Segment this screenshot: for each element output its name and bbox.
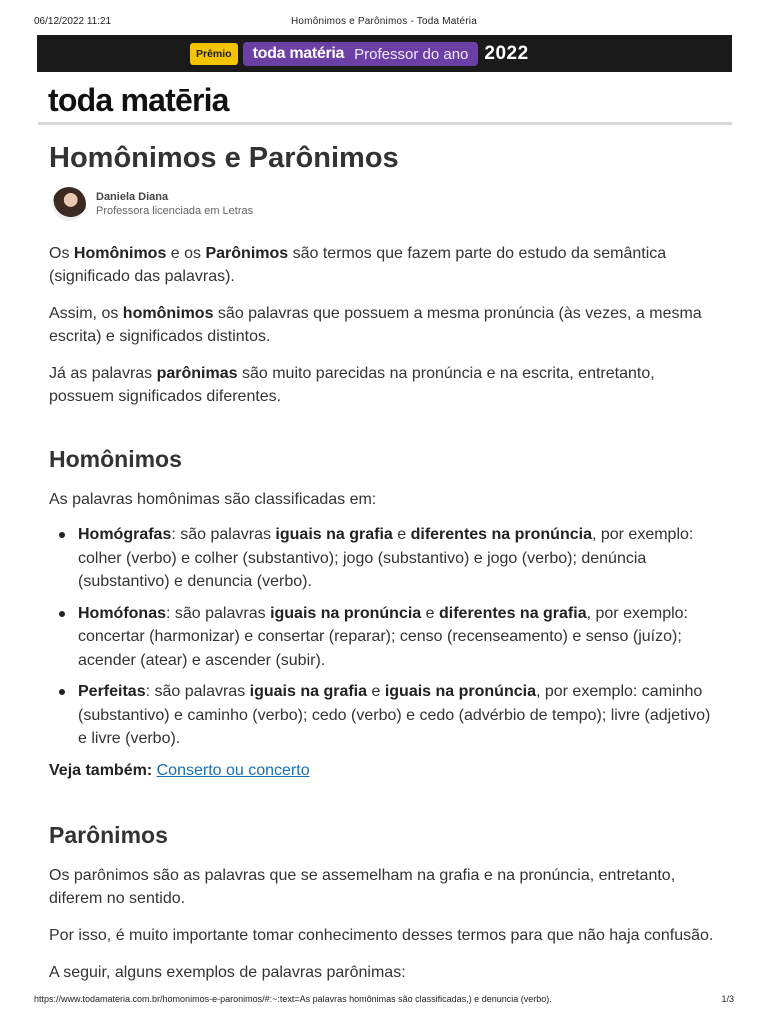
- promo-banner[interactable]: [37, 35, 732, 72]
- paronimos-p3: A seguir, alguns exemplos de palavras parônimas:: [49, 963, 406, 981]
- banner-brand: toda matéria: [252, 45, 345, 62]
- list-item: Homógrafas: são palavras iguais na grafia e diferentes na pronúncia, por exemplo: colher (verbo) e colher (substantivo); jogo (substantivo) e jogo (verbo); denúncia (substantivo) e denuncia (verbo).: [49, 523, 721, 594]
- banner-year: 2022: [484, 43, 529, 64]
- author-role: Professora licenciada em Letras: [96, 204, 254, 217]
- see-also: [49, 759, 721, 782]
- paronimos-p1: Os parônimos são as palavras que se assemelham na grafia e na pronúncia, entretanto, diferem no sentido.: [49, 866, 676, 907]
- author-name[interactable]: Daniela Diana: [96, 190, 169, 203]
- print-page-title: Homônimos e Parônimos - Toda Matéria: [291, 16, 477, 27]
- article-title: Homônimos e Parônimos: [49, 142, 399, 174]
- author-byline: [49, 186, 721, 222]
- print-url: https://www.todamateria.com.br/homonimos-e-paronimos/#:~:text=As palavras homônimas são classificadas,) e denuncia (verbo).: [34, 994, 552, 1004]
- print-date: 06/12/2022 11:21: [34, 16, 112, 27]
- homonimos-list: [49, 523, 721, 751]
- author-info: [96, 190, 253, 219]
- intro-paragraph: Os Homônimos e os Parônimos são termos que fazem parte do estudo da semântica (significado das palavras).: [49, 245, 667, 285]
- print-page-number: 1/3: [721, 994, 734, 1004]
- premio-badge: Prêmio: [190, 43, 238, 65]
- see-also-label: Veja também:: [49, 761, 153, 779]
- banner-content: [190, 40, 529, 68]
- site-logo[interactable]: toda matēria: [48, 82, 229, 118]
- banner-subtitle: Professor do ano: [354, 45, 469, 63]
- print-header: [34, 16, 734, 30]
- paronimos-p2: Por isso, é muito importante tomar conhecimento desses termos para que não haja confusão.: [49, 926, 714, 944]
- author-avatar[interactable]: [52, 187, 86, 221]
- header-divider: [38, 122, 732, 125]
- article: [49, 140, 721, 984]
- homonimos-lead: As palavras homônimas são classificadas em:: [49, 491, 377, 508]
- see-also-link[interactable]: Conserto ou concerto: [156, 761, 310, 779]
- section-heading-paronimos: Parônimos: [49, 821, 168, 848]
- homonimos-definition: Assim, os homônimos são palavras que possuem a mesma pronúncia (às vezes, a mesma escrita) e significados distintos.: [49, 305, 702, 345]
- banner-pill: [243, 42, 479, 66]
- paronimos-definition: Já as palavras parônimas são muito parecidas na pronúncia e na escrita, entretanto, possuem significados diferentes.: [49, 365, 655, 405]
- list-item: Homófonas: são palavras iguais na pronúncia e diferentes na grafia, por exemplo: concertar (harmonizar) e consertar (reparar); censo (recenseamento) e senso (juízo); acender (atear) e ascender (subir).: [49, 602, 721, 673]
- list-item: Perfeitas: são palavras iguais na grafia e iguais na pronúncia, por exemplo: caminho (substantivo) e caminho (verbo); cedo (verbo) e cedo (advérbio de tempo); livre (adjetivo) e livre (verbo).: [49, 680, 721, 751]
- section-heading-homonimos: Homônimos: [49, 446, 182, 472]
